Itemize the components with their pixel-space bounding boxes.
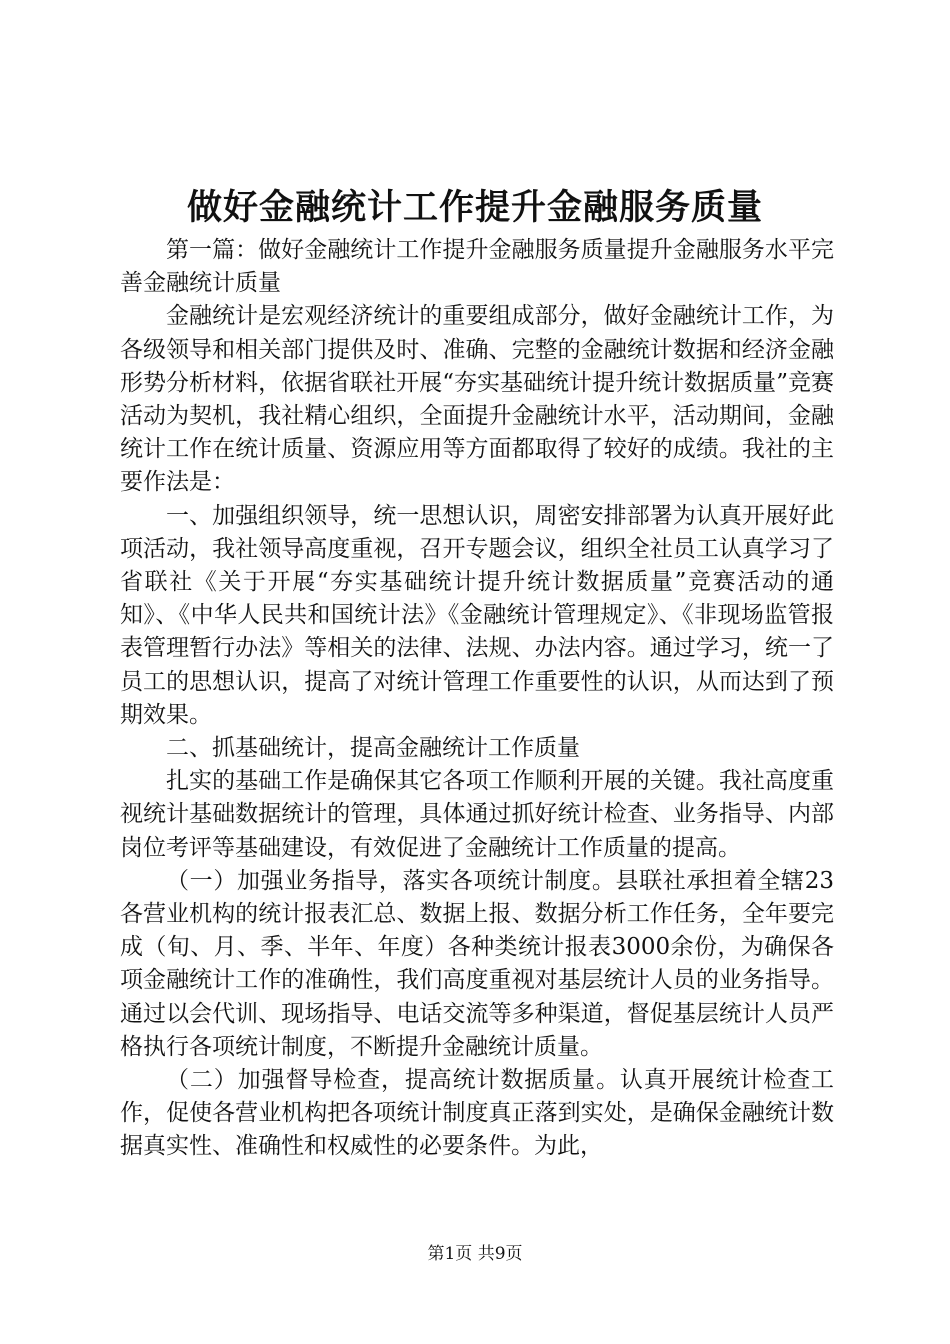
document-title: 做好金融统计工作提升金融服务质量 [186, 187, 763, 228]
paragraph: 第一篇：做好金融统计工作提升金融服务质量提升金融服务水平完善金融统计质量 [120, 237, 834, 297]
paragraph: （二）加强督导检查，提高统计数据质量。认真开展统计检查工作，促使各营业机构把各项统计制度真正落到实处，是确保金融统计数据真实性、准确性和权威性的必要条件。为此， [120, 1067, 834, 1160]
paragraph: 一、加强组织领导，统一思想认识，周密安排部署为认真开展好此项活动，我社领导高度重视，召开专题会议，组织全社员工认真学习了省联社《关于开展“夯实基础统计提升统计数据质量”竞赛活动的通知》、《中华人民共和国统计法》《金融统计管理规定》、《非现场监管报表管理暂行办法》等相关的法律、法规、办法内容。通过学习，统一了员工的思想认识，提高了对统计管理工作重要性的认识，从而达到了预期效果。 [120, 502, 834, 728]
paragraph: （一）加强业务指导，落实各项统计制度。县联社承担着全辖23各营业机构的统计报表汇总、数据上报、数据分析工作任务，全年要完成（旬、月、季、半年、年度）各种类统计报表3000余份，为确保各项金融统计工作的准确性，我们高度重视对基层统计人员的业务指导。通过以会代训、现场指导、电话交流等多种渠道，督促基层统计人员严格执行各项统计制度，不断提升金融统计质量。 [120, 867, 834, 1060]
paragraph: 扎实的基础工作是确保其它各项工作顺利开展的关键。我社高度重视统计基础数据统计的管理，具体通过抓好统计检查、业务指导、内部岗位考评等基础建设，有效促进了金融统计工作质量的提高。 [120, 768, 834, 861]
page-footer: 第1页 共9页 [427, 1244, 523, 1264]
document-body [120, 234, 834, 1164]
paragraph: 二、抓基础统计，提高金融统计工作质量 [166, 735, 580, 762]
paragraph: 金融统计是宏观经济统计的重要组成部分，做好金融统计工作，为各级领导和相关部门提供及时、准确、完整的金融统计数据和经济金融形势分析材料，依据省联社开展“夯实基础统计提升统计数据质量”竞赛活动为契机，我社精心组织，全面提升金融统计水平，活动期间，金融统计工作在统计质量、资源应用等方面都取得了较好的成绩。我社的主要作法是： [120, 303, 834, 496]
